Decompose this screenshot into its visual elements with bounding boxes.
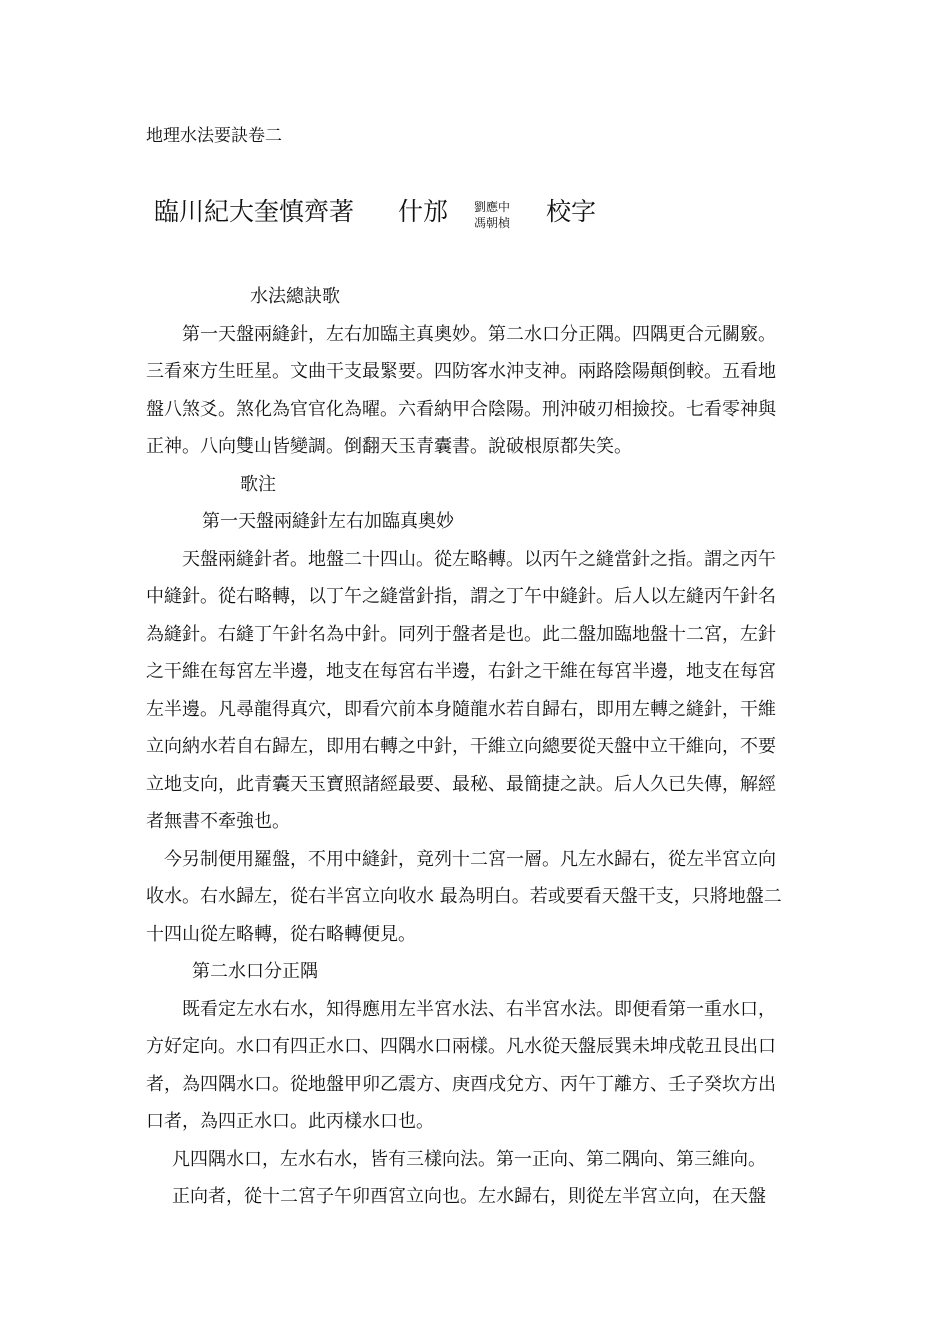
text-line: 中縫針。從右略轉，以丁午之縫當針指，謂之丁午中縫針。后人以左縫丙午針名 — [146, 586, 776, 607]
text-line: 左半邊。凡尋龍得真穴，即看穴前本身隨龍水若自歸右，即用左轉之縫針，干維 — [146, 698, 776, 720]
text-line: 正向者，從十二宮子午卯酉宮立向也。左水歸右，則從左半宮立向，在天盤 — [172, 1186, 766, 1207]
proofreader-origin: 什邡 — [398, 197, 449, 226]
editor-name-2: 馮朝楨 — [474, 216, 511, 230]
text-line: 第一天盤兩縫針左右加臨真奧妙 — [202, 511, 454, 532]
text-line: 正神。八向雙山皆變調。倒翻天玉青囊書。說破根原都失笑。 — [146, 436, 632, 457]
body-text — [146, 278, 810, 1216]
text-line: 收水。右水歸左，從右半宮立向收水 最為明白。若或要看天盤干支，只將地盤二 — [146, 886, 782, 907]
text-line: 者無書不牽強也。 — [146, 811, 290, 832]
text-line: 歌注 — [240, 473, 276, 495]
text-line: 第一天盤兩縫針，左右加臨主真奧妙。第二水口分正隅。四隅更合元關竅。 — [182, 323, 776, 345]
text-line: 今另制便用羅盤，不用中縫針，竟列十二宮一層。凡左水歸右，從左半宮立向 — [164, 848, 776, 870]
book-title: 地理水法要訣卷二 — [146, 126, 282, 146]
editor-name-1: 劉應中 — [474, 200, 511, 214]
text-line: 水法總訣歌 — [250, 286, 340, 307]
text-line: 凡四隅水口，左水右水，皆有三樣向法。第一正向、第二隅向、第三維向。 — [172, 1148, 766, 1170]
text-line: 三看來方生旺星。文曲干支最緊要。四防客水沖支神。兩路陰陽顛倒較。五看地 — [146, 361, 776, 382]
text-line: 方好定向。水口有四正水口、四隅水口兩樣。凡水從天盤辰巽未坤戌乾丑艮出口 — [146, 1036, 776, 1057]
text-line: 口者，為四正水口。此丙樣水口也。 — [146, 1111, 434, 1132]
text-line: 盤八煞爻。煞化為官官化為曜。六看納甲合陰陽。刑沖破刃相撿挍。七看零神與 — [146, 398, 776, 420]
text-line: 天盤兩縫針者。地盤二十四山。從左略轉。以丙午之縫當針之指。謂之丙午 — [182, 548, 776, 570]
text-line: 第二水口分正隅 — [192, 961, 318, 982]
author-credit: 臨川紀大奎慎齊著 — [154, 197, 355, 226]
text-line: 既看定左水右水，知得應用左半宮水法、右半宮水法。即便看第一重水口， — [182, 998, 776, 1020]
text-line: 立地支向，此青囊天玉寶照諸經最要、最秘、最簡捷之訣。后人久已失傳，解經 — [146, 773, 776, 795]
text-line: 為縫針。右縫丁午針名為中針。同列于盤者是也。此二盤加臨地盤十二宮，左針 — [146, 623, 776, 645]
text-line: 立向納水若自右歸左，即用右轉之中針，干維立向總要從天盤中立干維向，不要 — [146, 736, 776, 757]
text-line: 十四山從左略轉，從右略轉便見。 — [146, 923, 416, 945]
editor-names — [474, 199, 510, 231]
proofread-label: 校字 — [546, 197, 597, 226]
text-line: 之干維在每宮左半邊，地支在每宮右半邊，右針之干維在每宮半邊，地支在每宮 — [146, 661, 776, 682]
text-line: 者，為四隅水口。從地盤甲卯乙震方、庚酉戌兌方、丙午丁離方、壬子癸坎方出 — [146, 1073, 776, 1095]
